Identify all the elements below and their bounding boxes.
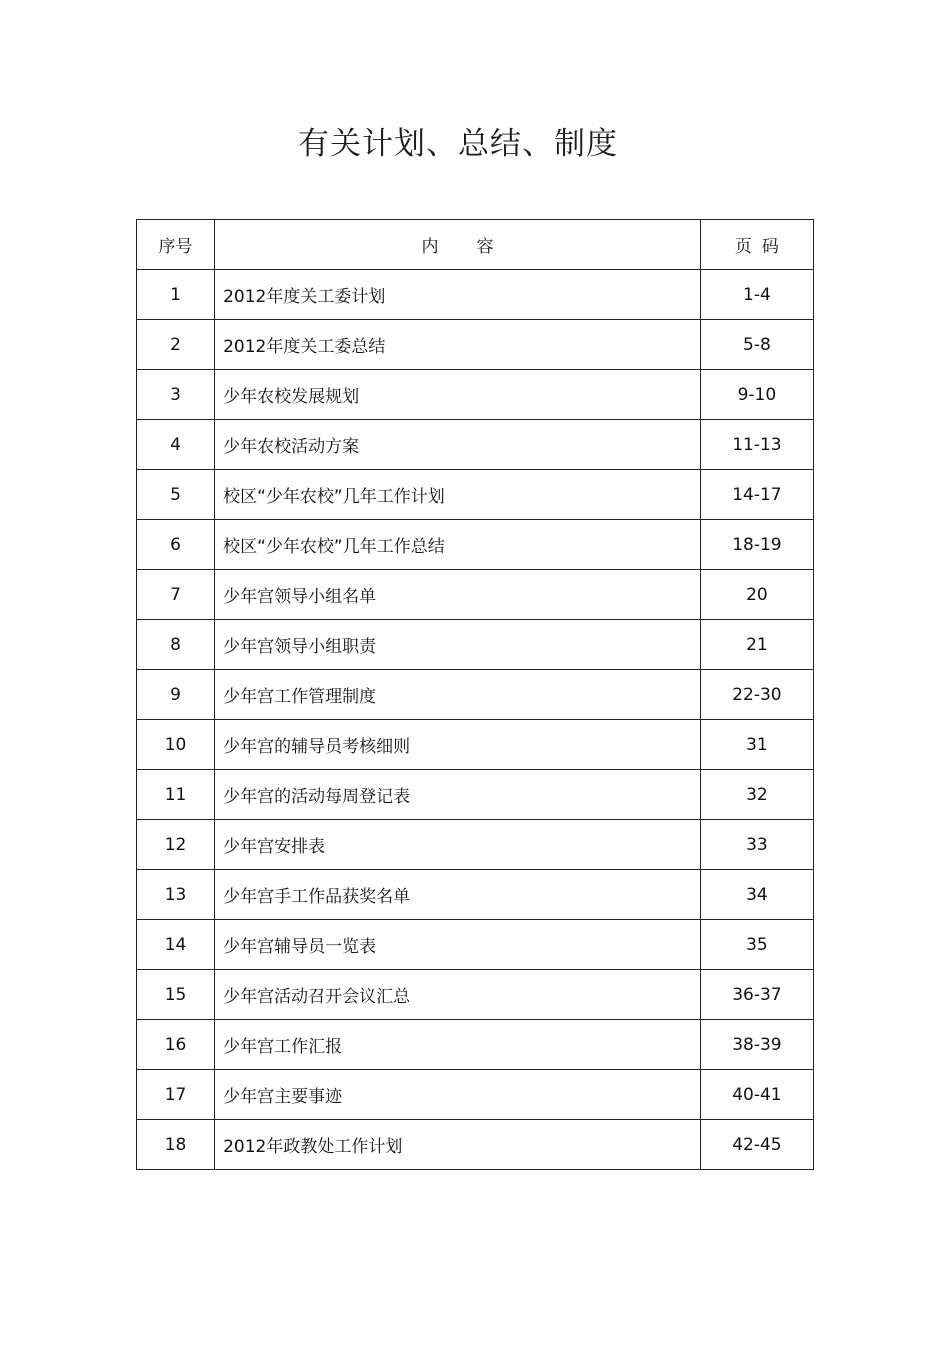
row-content: 少年宫工作管理制度: [215, 670, 701, 720]
row-number: 5: [137, 470, 215, 520]
row-content: 少年宫的活动每周登记表: [215, 770, 701, 820]
row-content: 少年农校活动方案: [215, 420, 701, 470]
row-page: 36-37: [700, 970, 813, 1020]
row-page: 18-19: [700, 520, 813, 570]
row-content: 少年宫主要事迹: [215, 1070, 701, 1120]
header-page: 页码: [700, 220, 813, 270]
row-content: 少年宫辅导员一览表: [215, 920, 701, 970]
table-row: [137, 1020, 814, 1070]
row-content: 少年宫手工作品获奖名单: [215, 870, 701, 920]
table-row: [137, 320, 814, 370]
table-row: [137, 870, 814, 920]
row-page: 38-39: [700, 1020, 813, 1070]
row-page: 1-4: [700, 270, 813, 320]
page-title: 有关计划、总结、制度: [298, 126, 618, 162]
table-header-row: [137, 220, 814, 270]
row-number: 1: [137, 270, 215, 320]
row-number: 6: [137, 520, 215, 570]
row-number: 13: [137, 870, 215, 920]
row-number: 18: [137, 1120, 215, 1170]
table-row: [137, 670, 814, 720]
row-number: 8: [137, 620, 215, 670]
table-row: [137, 420, 814, 470]
row-content: 少年农校发展规划: [215, 370, 701, 420]
table-row: [137, 1070, 814, 1120]
row-content: 校区“少年农校”几年工作计划: [215, 470, 701, 520]
row-page: 34: [700, 870, 813, 920]
row-number: 12: [137, 820, 215, 870]
row-content: 少年宫工作汇报: [215, 1020, 701, 1070]
table-row: [137, 820, 814, 870]
table-row: [137, 520, 814, 570]
table-row: [137, 770, 814, 820]
row-content: 2012年政教处工作计划: [215, 1120, 701, 1170]
row-content: 少年宫领导小组职责: [215, 620, 701, 670]
row-page: 20: [700, 570, 813, 620]
row-content: 少年宫安排表: [215, 820, 701, 870]
row-number: 9: [137, 670, 215, 720]
row-number: 10: [137, 720, 215, 770]
row-page: 40-41: [700, 1070, 813, 1120]
row-number: 11: [137, 770, 215, 820]
row-number: 16: [137, 1020, 215, 1070]
row-page: 11-13: [700, 420, 813, 470]
row-page: 42-45: [700, 1120, 813, 1170]
table-row: [137, 1120, 814, 1170]
row-content: 少年宫领导小组名单: [215, 570, 701, 620]
row-page: 31: [700, 720, 813, 770]
row-content: 少年宫的辅导员考核细则: [215, 720, 701, 770]
table-body: [137, 270, 814, 1170]
table-row: [137, 270, 814, 320]
header-number: 序号: [137, 220, 215, 270]
table-row: [137, 370, 814, 420]
row-number: 14: [137, 920, 215, 970]
row-page: 35: [700, 920, 813, 970]
row-content: 2012年度关工委总结: [215, 320, 701, 370]
row-content: 校区“少年农校”几年工作总结: [215, 520, 701, 570]
row-page: 33: [700, 820, 813, 870]
row-page: 14-17: [700, 470, 813, 520]
contents-table: [136, 219, 814, 1170]
row-number: 15: [137, 970, 215, 1020]
table-row: [137, 570, 814, 620]
row-number: 17: [137, 1070, 215, 1120]
table-row: [137, 620, 814, 670]
row-page: 5-8: [700, 320, 813, 370]
table-row: [137, 920, 814, 970]
row-content: 少年宫活动召开会议汇总: [215, 970, 701, 1020]
row-page: 9-10: [700, 370, 813, 420]
row-number: 4: [137, 420, 215, 470]
row-number: 7: [137, 570, 215, 620]
table-row: [137, 720, 814, 770]
row-page: 32: [700, 770, 813, 820]
row-page: 22-30: [700, 670, 813, 720]
header-content: 内容: [215, 220, 701, 270]
table-row: [137, 470, 814, 520]
row-number: 2: [137, 320, 215, 370]
row-number: 3: [137, 370, 215, 420]
table-row: [137, 970, 814, 1020]
row-page: 21: [700, 620, 813, 670]
row-content: 2012年度关工委计划: [215, 270, 701, 320]
